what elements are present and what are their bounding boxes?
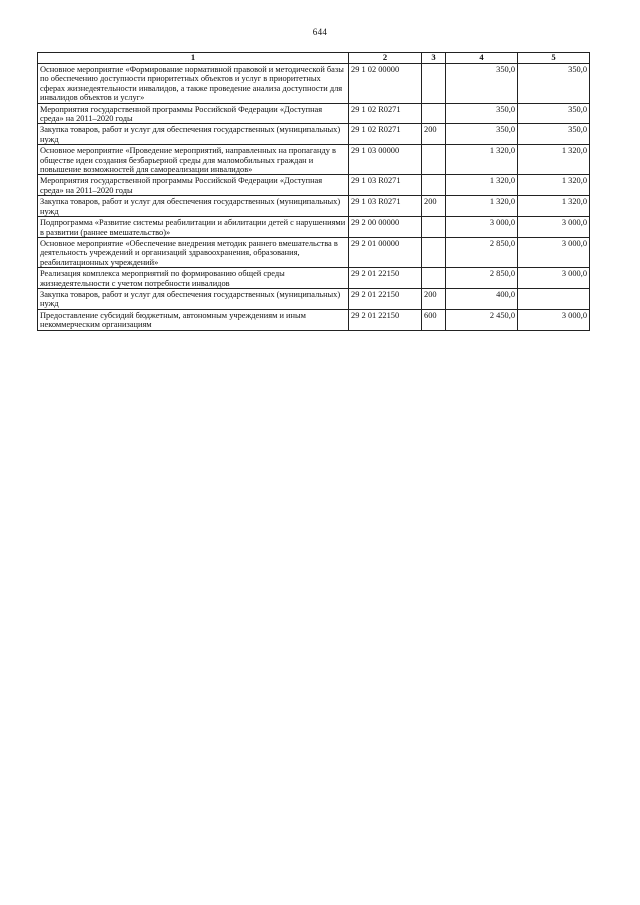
row-name: Мероприятия государственной программы Российской Федерации «Доступная среда» на 2011–2020 годы xyxy=(38,103,349,124)
table-row xyxy=(38,196,590,217)
header-col-3: 3 xyxy=(422,53,446,64)
row-name: Основное мероприятие «Проведение мероприятий, направленных на пропаганду в обществе идеи создания безбарьерной среды для маломобильных граждан и повышение возможностей для самореализации инвалидов» xyxy=(38,145,349,175)
page-number: 644 xyxy=(312,27,328,37)
row-value-1: 350,0 xyxy=(446,64,518,104)
row-type xyxy=(422,268,446,289)
row-code: 29 2 01 00000 xyxy=(349,237,422,267)
row-type: 200 xyxy=(422,196,446,217)
row-code: 29 1 02 00000 xyxy=(349,64,422,104)
row-value-1: 2 450,0 xyxy=(446,309,518,330)
table-row xyxy=(38,237,590,267)
row-value-2: 350,0 xyxy=(518,103,590,124)
row-value-1: 350,0 xyxy=(446,103,518,124)
row-value-1: 1 320,0 xyxy=(446,196,518,217)
table-row xyxy=(38,124,590,145)
row-type xyxy=(422,64,446,104)
row-value-1: 3 000,0 xyxy=(446,217,518,238)
row-name: Закупка товаров, работ и услуг для обеспечения государственных (муниципальных) нужд xyxy=(38,288,349,309)
row-value-1: 1 320,0 xyxy=(446,145,518,175)
row-value-2: 3 000,0 xyxy=(518,237,590,267)
table-row xyxy=(38,309,590,330)
row-name: Основное мероприятие «Обеспечение внедрения методик раннего вмешательства в деятельность учреждений и организаций здравоохранения, образования, реабилитационных учреждений» xyxy=(38,237,349,267)
row-name: Подпрограмма «Развитие системы реабилитации и абилитации детей с нарушениями в развитии (раннее вмешательство)» xyxy=(38,217,349,238)
row-value-1: 2 850,0 xyxy=(446,268,518,289)
row-code: 29 2 01 22150 xyxy=(349,309,422,330)
row-name: Реализация комплекса мероприятий по формированию общей среды жизнедеятельности с учетом потребности инвалидов xyxy=(38,268,349,289)
row-name: Основное мероприятие «Формирование нормативной правовой и методической базы по обеспечению доступности приоритетных объектов и услуг в приоритетных сферах жизнедеятельности инвалидов, а также проведение анализа доступности для инвалидов объектов и услуг» xyxy=(38,64,349,104)
table-header-row xyxy=(38,53,590,64)
row-code: 29 2 01 22150 xyxy=(349,288,422,309)
row-type xyxy=(422,103,446,124)
row-type: 200 xyxy=(422,288,446,309)
row-value-2: 1 320,0 xyxy=(518,145,590,175)
row-value-1: 2 850,0 xyxy=(446,237,518,267)
row-type xyxy=(422,237,446,267)
header-col-5: 5 xyxy=(518,53,590,64)
row-code: 29 2 00 00000 xyxy=(349,217,422,238)
row-name: Закупка товаров, работ и услуг для обеспечения государственных (муниципальных) нужд xyxy=(38,196,349,217)
row-value-2: 350,0 xyxy=(518,124,590,145)
row-code: 29 1 03 R0271 xyxy=(349,175,422,196)
header-col-4: 4 xyxy=(446,53,518,64)
row-value-2: 1 320,0 xyxy=(518,175,590,196)
row-value-1: 400,0 xyxy=(446,288,518,309)
table-row xyxy=(38,145,590,175)
table-row xyxy=(38,268,590,289)
table-row xyxy=(38,103,590,124)
row-name: Предоставление субсидий бюджетным, автономным учреждениям и иным некоммерческим организациям xyxy=(38,309,349,330)
row-code: 29 1 03 R0271 xyxy=(349,196,422,217)
table-row xyxy=(38,288,590,309)
row-value-2: 1 320,0 xyxy=(518,196,590,217)
table-row xyxy=(38,175,590,196)
row-value-2: 3 000,0 xyxy=(518,309,590,330)
row-value-1: 1 320,0 xyxy=(446,175,518,196)
header-col-1: 1 xyxy=(38,53,349,64)
row-code: 29 1 02 R0271 xyxy=(349,103,422,124)
row-type xyxy=(422,145,446,175)
row-value-1: 350,0 xyxy=(446,124,518,145)
header-col-2: 2 xyxy=(349,53,422,64)
row-value-2: 350,0 xyxy=(518,64,590,104)
row-type xyxy=(422,175,446,196)
row-code: 29 1 03 00000 xyxy=(349,145,422,175)
row-name: Мероприятия государственной программы Российской Федерации «Доступная среда» на 2011–2020 годы xyxy=(38,175,349,196)
row-type xyxy=(422,217,446,238)
row-value-2 xyxy=(518,288,590,309)
row-code: 29 1 02 R0271 xyxy=(349,124,422,145)
row-code: 29 2 01 22150 xyxy=(349,268,422,289)
table-row xyxy=(38,64,590,104)
row-type: 600 xyxy=(422,309,446,330)
row-value-2: 3 000,0 xyxy=(518,268,590,289)
budget-table xyxy=(37,52,590,331)
row-name: Закупка товаров, работ и услуг для обеспечения государственных (муниципальных) нужд xyxy=(38,124,349,145)
row-value-2: 3 000,0 xyxy=(518,217,590,238)
row-type: 200 xyxy=(422,124,446,145)
table-row xyxy=(38,217,590,238)
